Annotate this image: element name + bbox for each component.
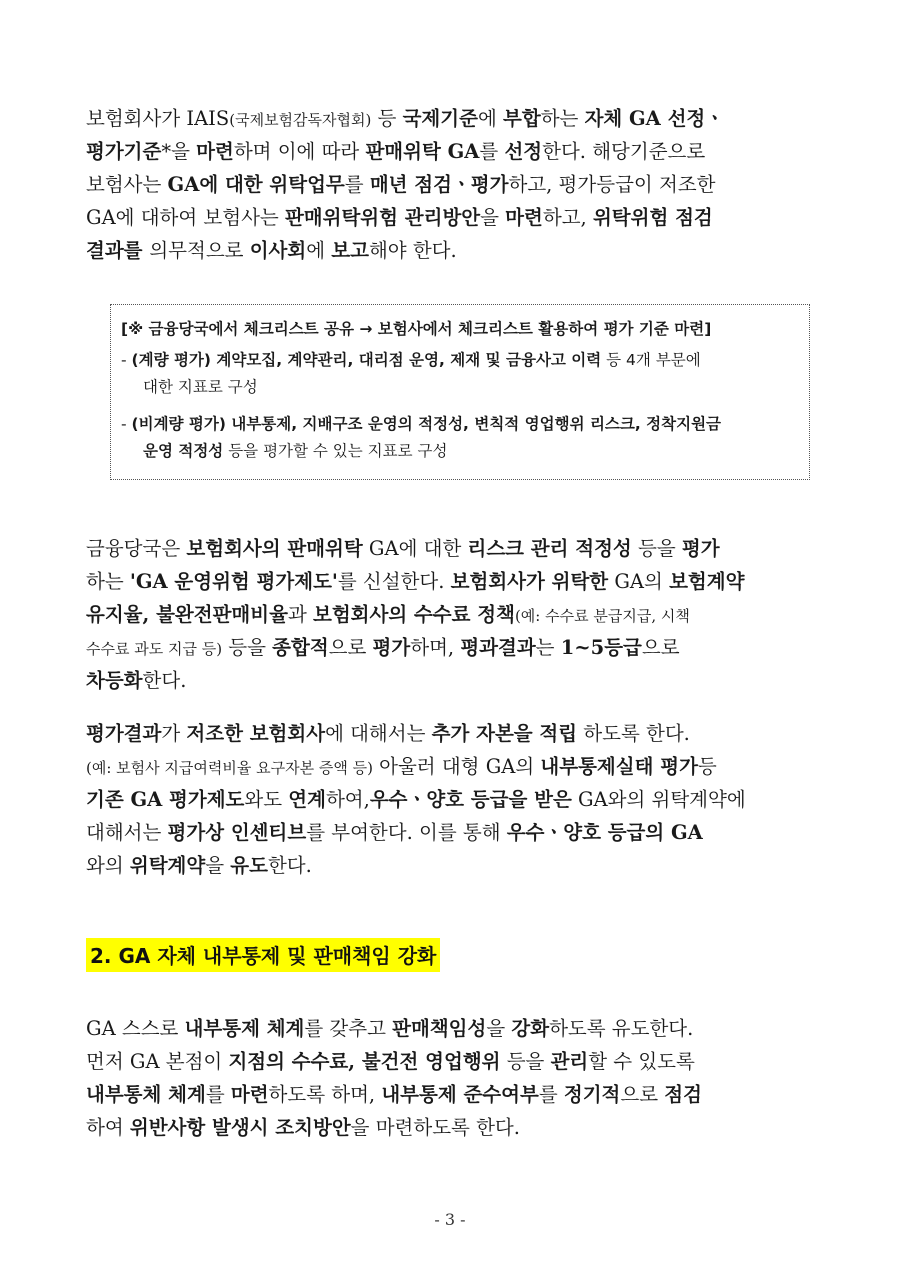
text-run: 보험회사가 IAIS	[86, 107, 230, 130]
text-run: 을	[480, 206, 506, 229]
text-run: 를	[344, 173, 370, 196]
paragraph-ga-criteria	[86, 102, 814, 267]
text-line	[86, 1045, 814, 1078]
text-run: 등	[697, 755, 717, 778]
text-run: 에	[306, 239, 332, 262]
text-line	[86, 565, 814, 598]
text-run: 해야 한다.	[368, 239, 457, 262]
text-run: 'GA 운영위험 평가제도'	[129, 570, 338, 593]
text-run: 을	[486, 1017, 512, 1040]
text-run: GA의	[608, 570, 670, 593]
text-run: 유지율, 불완전판매비율	[86, 603, 288, 626]
text-line	[86, 664, 814, 697]
text-run: GA와의 위탁계약에	[571, 788, 746, 811]
paragraph-evaluation-results	[86, 717, 814, 882]
text-run: 을	[205, 854, 231, 877]
text-run: 대해서는	[86, 821, 168, 844]
text-line	[86, 1012, 814, 1045]
text-run: 1~5등급	[560, 636, 642, 659]
text-run: (예: 보험사 지급여력비율 요구자본 증액 등)	[86, 759, 373, 777]
text-line	[86, 532, 814, 565]
text-run: 으로	[641, 636, 680, 659]
text-run: 평가상 인센티브	[167, 821, 307, 844]
text-run: 을 마련하도록 한다.	[350, 1116, 520, 1139]
text-run: *을	[161, 140, 197, 163]
text-run: 하여,	[325, 788, 370, 811]
text-run: 추가 자본을 적립	[431, 722, 578, 745]
checklist-note-title: [※ 금융당국에서 체크리스트 공유 → 보험사에서 체크리스트 활용하여 평가 기준 마련]	[121, 320, 712, 338]
text-run: 에	[477, 107, 503, 130]
text-line	[86, 849, 814, 882]
text-run: 한다. 해당기준으로	[542, 140, 706, 163]
text-run: 하도록 한다.	[577, 722, 690, 745]
text-run: 우수ㆍ양호 등급의 GA	[506, 821, 703, 844]
text-run: GA에 대하여 보험사는	[86, 206, 285, 229]
text-run: GA에 대한 위탁업무	[167, 173, 345, 196]
text-line	[86, 201, 814, 234]
text-run: 보험회사의 판매위탁	[186, 537, 363, 560]
text-run: 운영 적정성	[143, 442, 224, 460]
text-run: 등	[371, 107, 403, 130]
text-run: 를	[538, 1083, 564, 1106]
text-run: 할 수 있도록	[588, 1050, 695, 1073]
text-run: 기존 GA 평가제도	[86, 788, 245, 811]
text-run: 와의	[86, 854, 130, 877]
text-run: 으로	[620, 1083, 665, 1106]
text-line	[121, 411, 811, 438]
text-run: 위탁계약	[129, 854, 206, 877]
text-run: 종합적	[272, 636, 329, 659]
text-run: 이사회	[249, 239, 307, 262]
text-run: 한다.	[142, 669, 187, 692]
text-run: 리스크 관리 적정성	[467, 537, 632, 560]
text-line	[86, 816, 814, 849]
text-run: 하며,	[410, 636, 461, 659]
text-line	[86, 102, 814, 135]
text-run: 를 부여한다. 이를 통해	[306, 821, 507, 844]
checklist-item-qualitative	[121, 411, 811, 465]
checklist-item-quantitative	[121, 347, 811, 401]
section-heading: 2. GA 자체 내부통제 및 판매책임 강화	[86, 938, 440, 972]
text-run: 과	[287, 603, 313, 626]
text-run: 지점의 수수료, 불건전 영업행위	[228, 1050, 501, 1073]
text-run: 는	[535, 636, 561, 659]
text-run: 판매위탁위험 관리방안	[284, 206, 481, 229]
text-run: 차등화	[86, 669, 143, 692]
text-line	[121, 438, 811, 465]
text-run: 판매위탁 GA	[365, 140, 480, 163]
text-run: 위반사항 발생시 조치방안	[129, 1116, 351, 1139]
text-run: 관리	[550, 1050, 589, 1073]
text-line	[86, 750, 814, 783]
text-run: 위탁위험 점검	[592, 206, 713, 229]
text-run: 대한 지표로 구성	[143, 378, 258, 396]
text-run: 우수ㆍ양호 등급을 받은	[369, 788, 572, 811]
text-run: 보고	[331, 239, 369, 262]
text-run: 점검	[664, 1083, 702, 1106]
text-run: (국제보험감독자협회)	[229, 111, 372, 129]
text-run: 부합	[503, 107, 541, 130]
text-run: 평가	[681, 537, 720, 560]
text-run: 선정	[504, 140, 543, 163]
text-run: 내부통체 체계	[86, 1083, 206, 1106]
text-run: 보험사는	[86, 173, 168, 196]
text-run: 유도	[230, 854, 268, 877]
text-run: 내부통제실태 평가	[540, 755, 698, 778]
text-run: 한다.	[267, 854, 312, 877]
text-line	[86, 1078, 814, 1111]
text-run: 내부통제 체계	[184, 1017, 305, 1040]
text-line	[86, 1111, 814, 1144]
text-run: 평가결과	[86, 722, 162, 745]
text-run: 를	[479, 140, 505, 163]
text-run: 하여	[86, 1116, 130, 1139]
text-run: 정기적	[563, 1083, 621, 1106]
text-line	[86, 783, 814, 816]
page-number: - 3 -	[434, 1210, 466, 1229]
text-run: 금융당국은	[86, 537, 187, 560]
text-run: 아울러 대형 GA의	[372, 755, 541, 778]
text-run: 를	[205, 1083, 231, 1106]
text-run: 국제기준	[402, 107, 478, 130]
text-run: 의무적으로	[149, 239, 250, 262]
text-run: GA 스스로	[86, 1017, 185, 1040]
text-run: -	[121, 415, 132, 433]
text-run: 보험회사가 위탁한	[450, 570, 609, 593]
text-line	[121, 374, 811, 401]
text-run: 등을 평가할 수 있는 지표로 구성	[223, 442, 448, 460]
text-run: 평가	[372, 636, 411, 659]
text-run: 평가기준	[86, 140, 162, 163]
text-line	[86, 135, 814, 168]
text-run: 평과결과	[460, 636, 536, 659]
text-run: (계량 평가) 계약모집, 계약관리, 대리점 운영, 제재 및 금융사고 이력	[131, 351, 602, 369]
text-line	[86, 717, 814, 750]
text-run: 하도록 하며,	[268, 1083, 382, 1106]
text-run: 마련	[196, 140, 234, 163]
text-run: 하는	[540, 107, 585, 130]
text-run: 마련	[230, 1083, 269, 1106]
text-line	[86, 234, 814, 267]
text-run: 으로	[328, 636, 373, 659]
text-run: 매년 점검ㆍ평가	[369, 173, 509, 196]
text-run: 를 갖추고	[304, 1017, 393, 1040]
text-run: (예: 수수료 분급지급, 시책	[514, 607, 690, 625]
paragraph-risk-evaluation	[86, 532, 814, 697]
paragraph-internal-control	[86, 1012, 814, 1144]
text-run: 강화	[511, 1017, 550, 1040]
text-run: 등을	[500, 1050, 551, 1073]
text-run: 연계	[288, 788, 326, 811]
text-run: 자체 GA 선정ㆍ	[584, 107, 725, 130]
text-run: 등을	[222, 636, 273, 659]
text-run: 등을	[631, 537, 682, 560]
text-run: 하는	[86, 570, 130, 593]
text-run: -	[121, 351, 132, 369]
text-run: 등 4개 부문에	[601, 351, 701, 369]
text-run: 판매책임성	[392, 1017, 487, 1040]
text-line	[121, 347, 811, 374]
text-run: 먼저 GA 본점이	[86, 1050, 229, 1073]
text-run: 를 신설한다.	[337, 570, 451, 593]
text-run: 보험회사의 수수료 정책	[313, 603, 515, 626]
text-run: 수수료 과도 지급 등)	[86, 640, 223, 658]
text-line	[86, 598, 814, 631]
text-run: 보험계약	[669, 570, 745, 593]
text-run: 와도	[244, 788, 289, 811]
text-run: 하고, 평가등급이 저조한	[508, 173, 716, 196]
text-run: 하도록 유도한다.	[549, 1017, 694, 1040]
text-run: 하고,	[542, 206, 593, 229]
text-run: 결과를	[86, 239, 150, 262]
text-run: 마련	[505, 206, 543, 229]
text-run: 가	[161, 722, 187, 745]
text-line	[86, 168, 814, 201]
text-line	[86, 631, 814, 664]
text-run: 내부통제 준수여부	[381, 1083, 539, 1106]
checklist-note-box	[110, 304, 810, 480]
text-run: GA에 대한	[362, 537, 468, 560]
text-run: (비계량 평가) 내부통제, 지배구조 운영의 적정성, 변칙적 영업행위 리스크, 정착지원금	[131, 415, 722, 433]
text-run: 저조한 보험회사	[186, 722, 326, 745]
text-run: 에 대해서는	[325, 722, 432, 745]
text-run: 하며 이에 따라	[233, 140, 366, 163]
